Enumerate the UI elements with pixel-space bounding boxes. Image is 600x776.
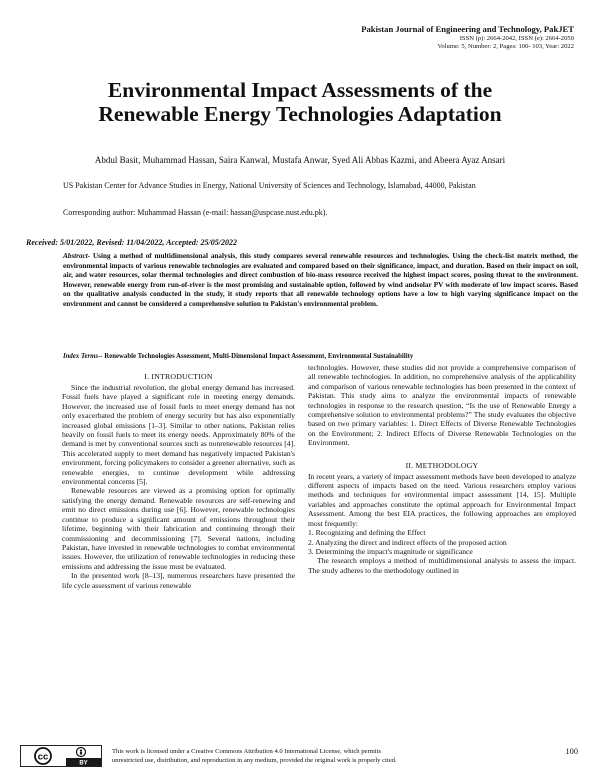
license-line-1: This work is licensed under a Creative Commons Attribution 4.0 International License, which permits [112,748,382,755]
journal-volume: Volume: 5, Number: 2, Pages: 100- 103, Year: 2022 [437,43,574,50]
license-footer [20,745,560,767]
title-line-1: Environmental Impact Assessments of the [107,78,493,102]
journal-name: Pakistan Journal of Engineering and Technology, PakJET [361,24,574,34]
page-number: 100 [565,747,578,756]
list-item: 1. Recognizing and defining the Effect [308,528,426,538]
cc-by-logo [21,746,101,766]
methodology-paragraph-1: In recent years, a variety of impact assessment methods have been developed to analyze different aspects of impacts based on the need. Various researchers employ various methods and techniques for environmental impact assessment [14, 15]. Multiple variables and approaches constitute the optimal approach for Environmental Impact Assessment. Among the best EIA practices, the following approaches are employed most frequently: [308,471,576,528]
intro-paragraph-2: Renewable resources are viewed as a promising option for optimally satisfying the energy demand. Renewable resources are self-renewing and emit no direct emissions during use [6]. However, renewable technologies continue to produce a significant amount of emissions throughout their lifetime, beginning with their fabrication and continuing through their commissioning and decommissioning [7]. Several nations, including Pakistan, have invested in renewable technologies to combat environmental issues. However, the utilization of renewable technologies in reducing these emissions and addressing the issue must be evaluated. [62,486,295,571]
abstract [63,252,578,310]
introduction-heading: I. INTRODUCTION [144,372,213,381]
license-text [112,747,397,765]
methodology-paragraph-2: The research employs a method of multidimensional analysis to assess the impact. The study adheres to the methodology outlined in [308,556,576,575]
abstract-text: Using a method of multidimensional analysis, this study compares several renewable resources and technologies. Using the check-list matrix method, the environmental impacts of various renewable technologies are evaluated and compared based on their significance, impact, and duration. Based on their impact on soil, air, and water resources, solar thermal technologies and direct combustion of bio-mass resource received the highest impact scores, posing threat to the environment. However, renewable energy from run-of-river is the most promising and sustainable option, followed by wind andsolar PV with moderate of low impact scores. Based on the qualitative analysis conducted in the study, it study reports that all renewable technology options have a low to high varying significance impact on the environment and cannot be considered a comprehensive solution to Pakistan's environmental problem. [63,252,578,308]
corresponding-author: Corresponding author: Muhammad Hassan (e-mail: hassan@uspcase.nust.edu.pk). [63,208,328,217]
journal-header [361,24,574,51]
cc-badge-label: cc [37,751,49,763]
left-column [62,383,295,590]
index-terms [63,352,413,361]
col2-paragraph-1: technologies. However, these studies did not provide a comprehensive comparison of all renewable technologies. In addition, no comprehensive analysis of the applicability and comparison of various renewable technologies has been presented in the context of Pakistan. This study aims to analyze the environmental impacts of renewable technologies in response to the research question, “Is the use of Renewable Energy a comprehensive solution to environmental problems?” The study evaluates the objective based on two primary variables: 1. Direct Effects of Diverse Renewable Technologies on the Environment; 2. Indirect Effects of Diverse Renewable Technologies on the Environment. [308,363,576,448]
paper-title [20,78,580,126]
intro-paragraph-1: Since the industrial revolution, the global energy demand has increased. Fossil fuels have played a significant role in meeting energy demands. However, the increased use of fossil fuels to meet energy demand has not only exacerbated the problem of energy security but has also exponentially increased global emissions [1–3]. Similar to other nations, Pakistan relies heavily on fossil fuels to meet its energy needs. Approximately 80% of the demand is met by conventional sources such as nonrenewable resources [4]. This accelerated supply to meet demand has negatively impacted Pakistan's environment, forcing policymakers to consider a greener alternative, such as renewable energies, to continue development while addressing environmental concerns [5]. [62,383,295,487]
cc-by-badge [20,745,102,767]
person-icon [77,748,86,757]
affiliation: US Pakistan Center for Advance Studies in Energy, National University of Sciences and Technology, Islamabad, 44000, Pakistan [63,181,476,190]
index-terms-label: Index Terms-- [63,353,103,360]
submission-dates: Received: 5/01/2022, Revised: 11/04/2022, Accepted: 25/05/2022 [26,238,237,247]
title-line-2: Renewable Energy Technologies Adaptation [98,102,502,126]
abstract-label: Abstract- [63,252,91,260]
right-column [308,363,576,575]
methodology-heading: II. METHODOLOGY [405,460,479,470]
by-badge-label: BY [79,760,88,766]
list-item: 2. Analyzing the direct and indirect effects of the proposed action [308,537,507,547]
intro-paragraph-3: In the presented work [8–13], numerous researchers have presented the life cycle assessment of various renewable [62,571,295,590]
index-terms-text: Renewable Technologies Assessment, Multi-Dimensional Impact Assessment, Environmental Sustainability [102,353,414,360]
license-line-2: unrestricted use, distribution, and reproduction in any medium, provided the original work is properly cited. [112,757,397,764]
list-item: 3. Determining the impact's magnitude or significance [308,546,473,556]
methodology-list [308,528,576,556]
journal-issn: ISSN (p): 2664-2042, ISSN (e): 2664-2050 [459,35,574,42]
author-list: Abdul Basit, Muhammad Hassan, Saira Kanwal, Mustafa Anwar, Syed Ali Abbas Kazmi, and Abeera Ayaz Ansari [94,155,506,165]
